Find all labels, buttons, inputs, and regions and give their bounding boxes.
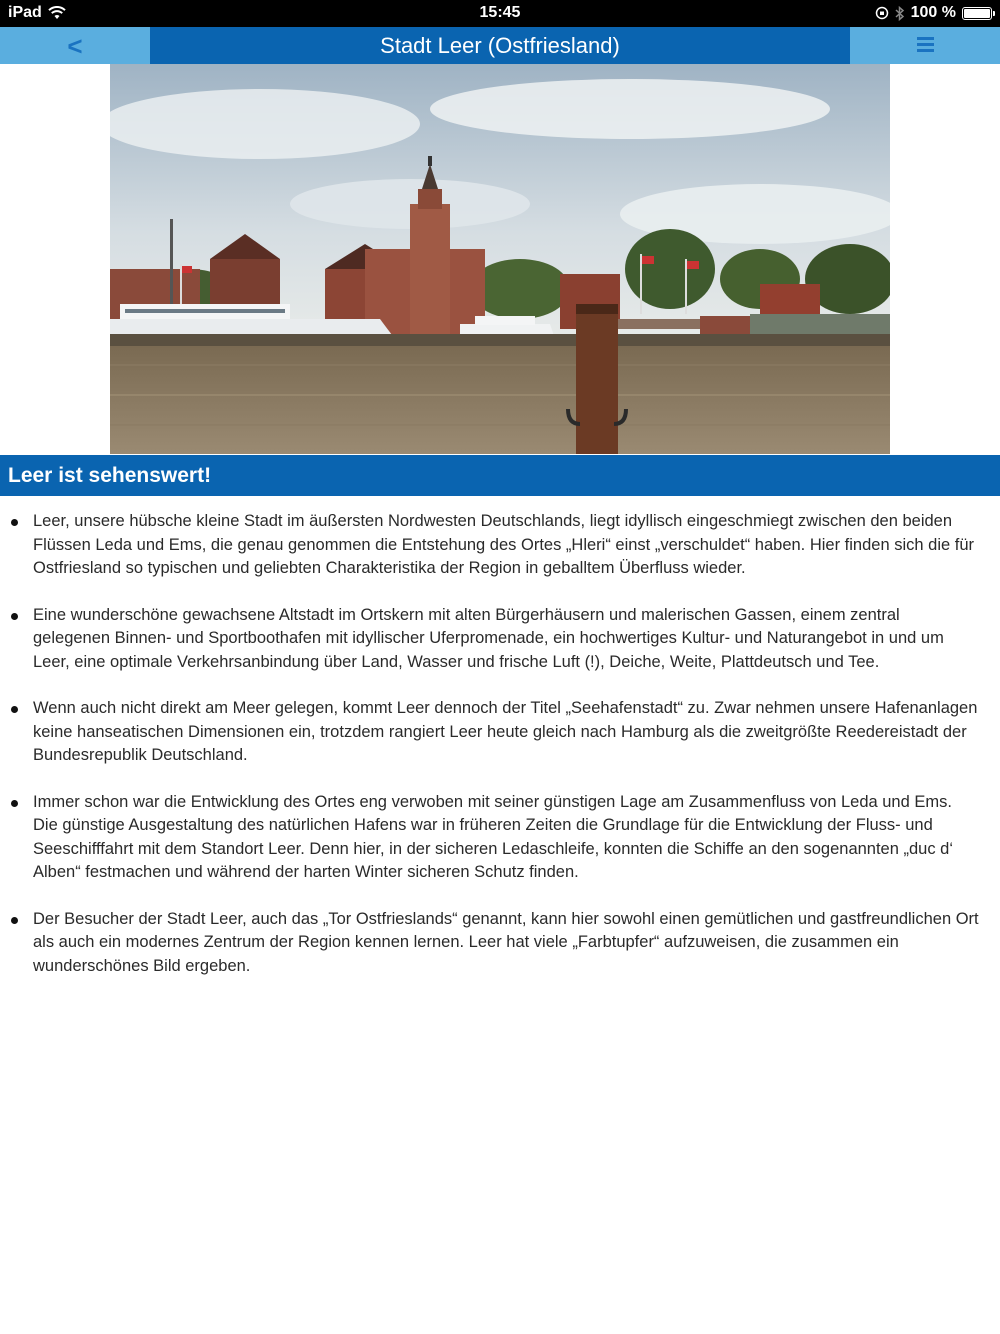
status-right <box>875 4 992 22</box>
orientation-lock-icon <box>875 6 889 20</box>
bullet-icon <box>11 706 18 713</box>
list-item-text: Leer, unsere hübsche kleine Stadt im äußersten Nordwesten Deutschlands, liegt idyllisch eingeschmiegt zwischen den beiden Flüssen Leda und Ems, die genau genommen die Entstehung des Ortes „Hleri“ einst „verschuldet“ haben. Hier finden sich die für Ostfriesland so typischen und geliebten Charakteristika der Region in geballtem Überfluss wieder. <box>33 512 975 577</box>
list-item <box>0 604 1000 675</box>
bullet-icon <box>11 613 18 620</box>
section-header <box>0 455 1000 496</box>
hero-image <box>110 64 890 454</box>
bullet-icon <box>11 800 18 807</box>
page-title: Stadt Leer (Ostfriesland) <box>380 33 620 58</box>
status-time: 15:45 <box>479 4 521 21</box>
hamburger-menu-icon <box>917 37 934 52</box>
bullet-icon <box>11 519 18 526</box>
list-item <box>0 908 1000 979</box>
bluetooth-icon <box>895 6 905 21</box>
content-list <box>0 510 1000 1001</box>
list-item <box>0 510 1000 581</box>
back-button[interactable]: < <box>0 27 150 64</box>
status-bar <box>0 0 1000 27</box>
menu-button[interactable] <box>850 27 1000 64</box>
section-title: Leer ist sehenswert! <box>8 464 212 487</box>
device-label: iPad <box>8 4 42 21</box>
battery-icon <box>962 7 992 20</box>
list-item-text: Eine wunderschöne gewachsene Altstadt im Ortskern mit alten Bürgerhäusern und malerischen Gassen, einem zentral gelegenen Binnen- und Sportboothafen mit idyllischer Uferpromenade, ein hochwertiges Kultur- und Naturangebot in und um Leer, eine optimale Verkehrsanbindung über Land, Wasser und frische Luft (!), Deiche, Weite, Plattdeutsch und Tee. <box>33 605 944 671</box>
list-item-text: Immer schon war die Entwicklung des Ortes eng verwoben mit seiner günstigen Lage am Zusammenfluss von Leda und Ems. Die günstige Ausgestaltung des natürlichen Hafens war in früheren Zeiten die Grundlage für die Entwicklung der Fluss- und Seeschifffahrt mit dem Standort Leer. Denn hier, in der sicheren Ledaschleife, konnten die Schiffe an den sogenannten „duc d‘ Alben“ festmachen und während der harten Winter sicheren Schutz finden. <box>33 792 954 881</box>
list-item-text: Der Besucher der Stadt Leer, auch das „Tor Ostfrieslands“ genannt, kann hier sowohl einen gemütlichen und gastfreundlichen Ort als auch ein modernes Zentrum der Region kennen lernen. Leer hat viele „Farbtupfer“ aufzuweisen, die zusammen ein wunderschönes Bild ergeben. <box>33 909 979 975</box>
nav-title-bar <box>150 27 850 64</box>
list-item <box>0 697 1000 768</box>
list-item <box>0 791 1000 885</box>
bullet-icon <box>11 917 18 924</box>
list-item-text: Wenn auch nicht direkt am Meer gelegen, kommt Leer dennoch der Titel „Seehafenstadt“ zu. Zwar nehmen unsere Hafenanlagen keine hanseatischen Dimensionen ein, trotzdem rangiert Leer heute gleich nach Hamburg als die zweitgrößte Reedereistadt der Bundesrepublik Deutschland. <box>33 699 978 764</box>
battery-percent: 100 % <box>910 4 956 21</box>
navigation-bar <box>0 27 1000 64</box>
